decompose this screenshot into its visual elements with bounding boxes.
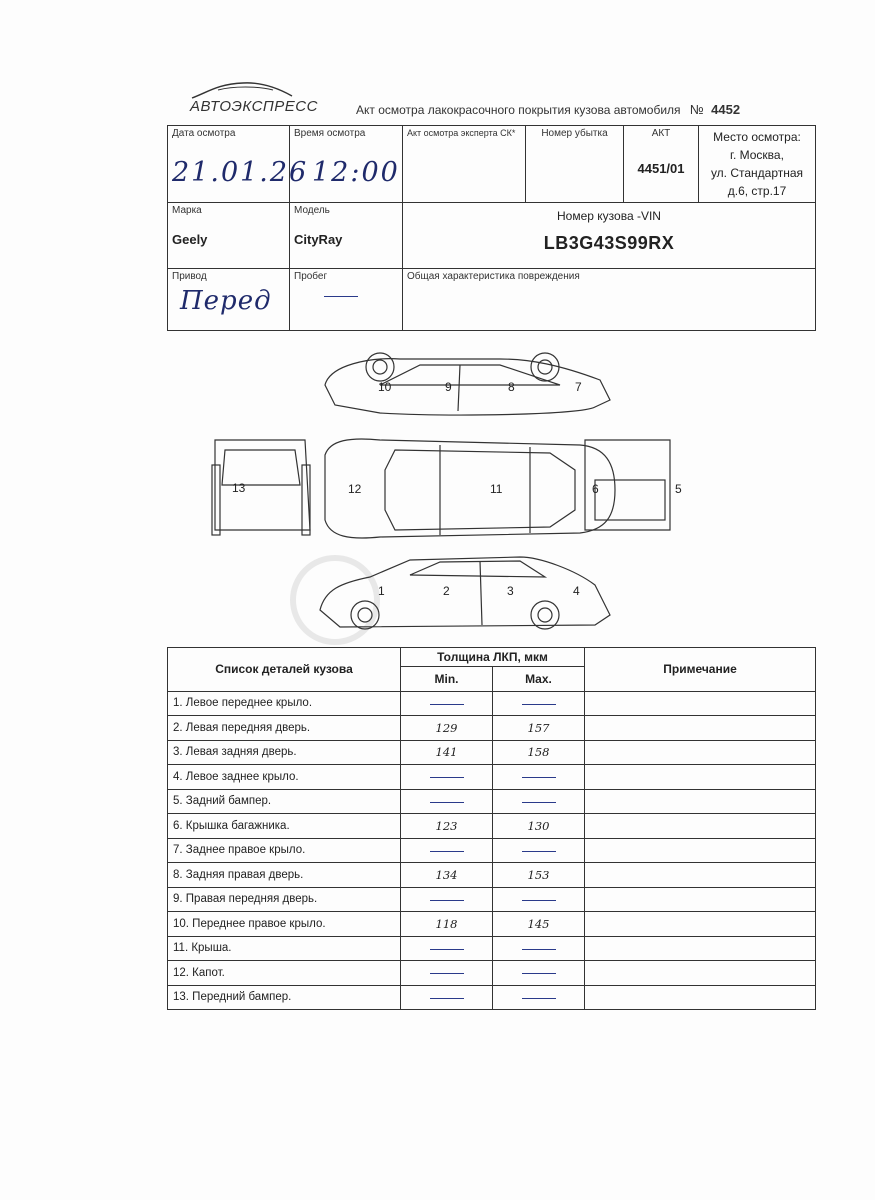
logo-text: АВТОЭКСПРЕСС xyxy=(190,98,318,115)
part-number-3: 3 xyxy=(507,584,514,598)
empty-dash xyxy=(430,802,464,803)
empty-dash xyxy=(430,851,464,852)
table-row xyxy=(168,765,816,790)
brand-label: Марка xyxy=(172,205,202,216)
part-number-4: 4 xyxy=(573,584,580,598)
empty-dash xyxy=(430,777,464,778)
drive-value: Перед xyxy=(180,286,272,316)
thickness-min: 129 xyxy=(401,716,493,741)
table-row xyxy=(168,838,816,863)
time-cell xyxy=(290,126,403,203)
model-label: Модель xyxy=(294,205,330,216)
part-number-7: 7 xyxy=(575,380,582,394)
thickness-min xyxy=(401,789,493,814)
part-number-6: 6 xyxy=(592,482,599,496)
note-cell xyxy=(585,936,816,961)
brand-cell xyxy=(168,203,290,269)
mileage-label: Пробег xyxy=(294,271,328,282)
part-number-13: 13 xyxy=(232,481,246,495)
time-value: 12:00 xyxy=(312,157,400,188)
part-name: 11. Крыша. xyxy=(168,936,401,961)
inspection-form xyxy=(167,125,815,330)
date-label: Дата осмотра xyxy=(172,128,236,139)
note-cell xyxy=(585,765,816,790)
thickness-min: 134 xyxy=(401,863,493,888)
thickness-max: 145 xyxy=(493,912,585,937)
vin-cell xyxy=(403,203,816,269)
date-value: 21.01.26 xyxy=(172,157,309,188)
table-row xyxy=(168,814,816,839)
empty-dash xyxy=(522,851,556,852)
part-number-11: 11 xyxy=(490,482,503,496)
col-note-header: Примечание xyxy=(585,648,816,692)
note-cell xyxy=(585,912,816,937)
part-name: 10. Переднее правое крыло. xyxy=(168,912,401,937)
place-cell xyxy=(699,126,816,203)
time-label: Время осмотра xyxy=(294,128,366,139)
part-name: 9. Правая передняя дверь. xyxy=(168,887,401,912)
part-name: 4. Левое заднее крыло. xyxy=(168,765,401,790)
thickness-min: 123 xyxy=(401,814,493,839)
table-row xyxy=(168,936,816,961)
note-cell xyxy=(585,691,816,716)
damage-label: Общая характеристика повреждения xyxy=(407,271,580,282)
note-cell xyxy=(585,985,816,1010)
part-number-5: 5 xyxy=(675,482,682,496)
thickness-max xyxy=(493,936,585,961)
thickness-max: 153 xyxy=(493,863,585,888)
thickness-min: 118 xyxy=(401,912,493,937)
vin-label: Номер кузова -VIN xyxy=(557,209,661,223)
part-number-12: 12 xyxy=(348,482,362,496)
vin-value: LB3G43S99RX xyxy=(543,233,675,253)
thickness-min xyxy=(401,936,493,961)
col-parts-header: Список деталей кузова xyxy=(168,648,401,692)
note-cell xyxy=(585,887,816,912)
note-cell xyxy=(585,838,816,863)
brand-value: Geely xyxy=(172,232,208,247)
place-line2: ул. Стандартная xyxy=(710,166,804,180)
part-name: 7. Заднее правое крыло. xyxy=(168,838,401,863)
part-name: 13. Передний бампер. xyxy=(168,985,401,1010)
part-number-2: 2 xyxy=(443,584,450,598)
empty-dash xyxy=(430,973,464,974)
thickness-min xyxy=(401,961,493,986)
akt-label: АКТ xyxy=(651,128,671,139)
part-name: 1. Левое переднее крыло. xyxy=(168,691,401,716)
model-cell xyxy=(290,203,403,269)
thickness-min xyxy=(401,887,493,912)
place-label: Место осмотра: xyxy=(713,130,801,144)
title-text: Акт осмотра лакокрасочного покрытия кузова автомобиля xyxy=(356,103,681,117)
drive-cell xyxy=(168,269,290,331)
table-row xyxy=(168,863,816,888)
thickness-max xyxy=(493,985,585,1010)
empty-dash xyxy=(522,802,556,803)
part-name: 5. Задний бампер. xyxy=(168,789,401,814)
company-logo xyxy=(188,78,318,122)
akt-cell xyxy=(624,126,699,203)
note-cell xyxy=(585,961,816,986)
part-number-8: 8 xyxy=(508,380,515,394)
number-sign: № xyxy=(689,102,704,117)
thickness-max xyxy=(493,887,585,912)
note-cell xyxy=(585,716,816,741)
part-number-1: 1 xyxy=(378,584,385,598)
thickness-min xyxy=(401,691,493,716)
part-name: 3. Левая задняя дверь. xyxy=(168,740,401,765)
thickness-max xyxy=(493,961,585,986)
akt-value: 4451/01 xyxy=(637,161,685,176)
part-name: 6. Крышка багажника. xyxy=(168,814,401,839)
col-max-header: Max. xyxy=(493,667,585,692)
table-row xyxy=(168,887,816,912)
mileage-cell xyxy=(290,269,403,331)
model-value: CityRay xyxy=(294,232,343,247)
table-row xyxy=(168,912,816,937)
note-cell xyxy=(585,814,816,839)
parts-table xyxy=(167,647,815,1010)
date-cell xyxy=(168,126,309,203)
thickness-max: 157 xyxy=(493,716,585,741)
thickness-max: 130 xyxy=(493,814,585,839)
act-number: 4452 xyxy=(711,102,741,117)
damage-cell xyxy=(403,269,816,331)
table-row xyxy=(168,961,816,986)
col-thickness-header: Толщина ЛКП, мкм xyxy=(401,648,585,667)
empty-dash xyxy=(430,900,464,901)
car-side-top-outline xyxy=(325,359,610,415)
thickness-min xyxy=(401,765,493,790)
part-name: 2. Левая передняя дверь. xyxy=(168,716,401,741)
thickness-max: 158 xyxy=(493,740,585,765)
empty-dash xyxy=(430,998,464,999)
thickness-max xyxy=(493,691,585,716)
expert-act-label: Акт осмотра эксперта СК* xyxy=(407,128,516,138)
watermark-circle-icon xyxy=(285,550,585,650)
thickness-min xyxy=(401,985,493,1010)
table-row xyxy=(168,740,816,765)
thickness-max xyxy=(493,838,585,863)
place-line1: г. Москва, xyxy=(730,148,784,162)
document-title xyxy=(356,102,740,117)
note-cell xyxy=(585,863,816,888)
note-cell xyxy=(585,740,816,765)
expert-act-cell xyxy=(403,126,526,203)
part-name: 8. Задняя правая дверь. xyxy=(168,863,401,888)
thickness-min: 141 xyxy=(401,740,493,765)
loss-number-cell xyxy=(526,126,624,203)
empty-dash xyxy=(522,973,556,974)
mileage-dash xyxy=(324,296,358,297)
table-row xyxy=(168,789,816,814)
place-line3: д.6, стр.17 xyxy=(727,184,787,198)
part-name: 12. Капот. xyxy=(168,961,401,986)
drive-label: Привод xyxy=(172,271,207,282)
empty-dash xyxy=(522,998,556,999)
thickness-max xyxy=(493,789,585,814)
empty-dash xyxy=(522,704,556,705)
thickness-min xyxy=(401,838,493,863)
note-cell xyxy=(585,789,816,814)
table-row xyxy=(168,691,816,716)
empty-dash xyxy=(430,949,464,950)
empty-dash xyxy=(522,777,556,778)
col-min-header: Min. xyxy=(401,667,493,692)
table-row xyxy=(168,716,816,741)
empty-dash xyxy=(430,704,464,705)
empty-dash xyxy=(522,900,556,901)
thickness-max xyxy=(493,765,585,790)
loss-number-label: Номер убытка xyxy=(541,128,608,139)
part-number-10: 10 xyxy=(378,380,392,394)
car-top-outline xyxy=(325,439,615,538)
watermark xyxy=(285,550,585,650)
table-row xyxy=(168,985,816,1010)
part-number-9: 9 xyxy=(445,380,452,394)
empty-dash xyxy=(522,949,556,950)
